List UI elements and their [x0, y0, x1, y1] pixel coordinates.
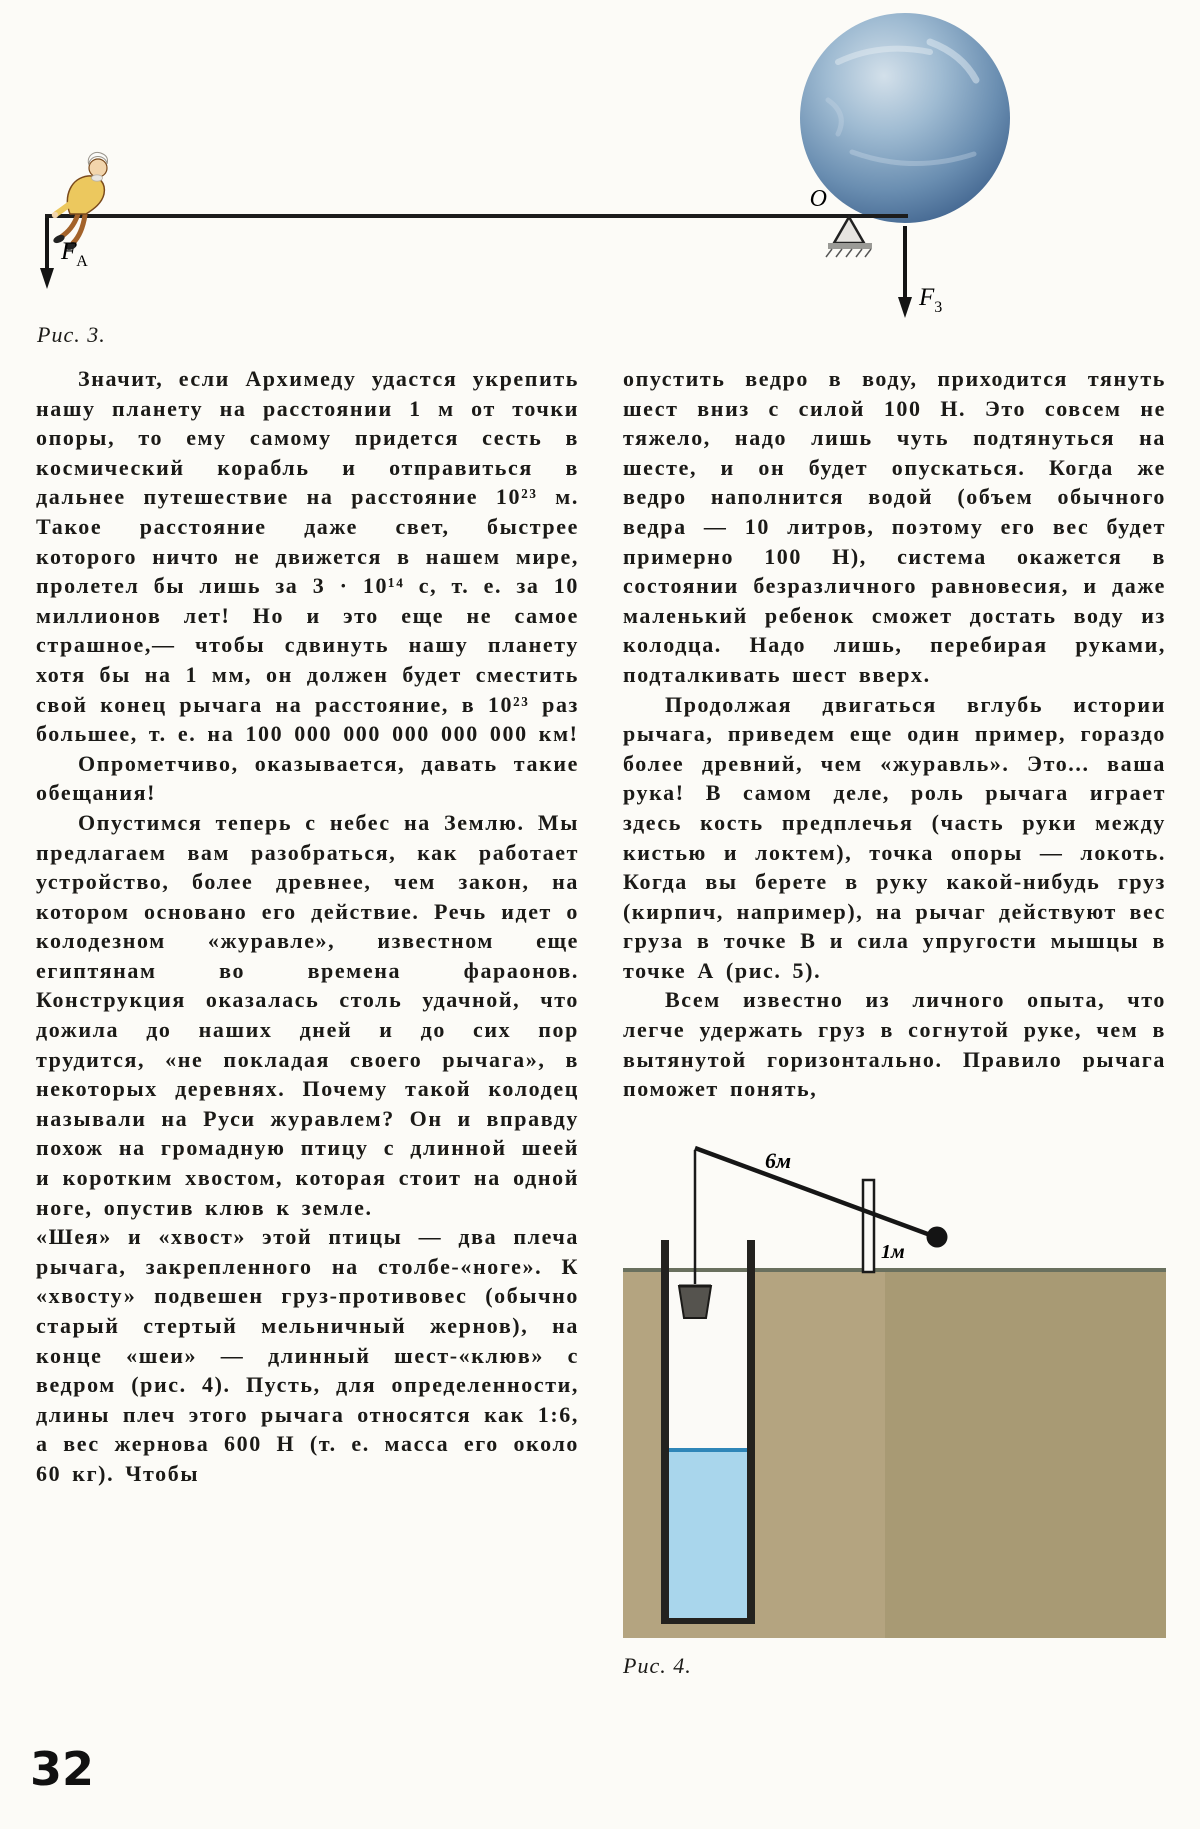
left-column [36, 364, 579, 1679]
paragraph: Значит, если Архимеду удастся укрепить нашу планету на расстоянии 1 м от точки опоры, то ему самому придется сесть в космический корабль и отправиться в дальнее путешествие на расстояние 10²³ м. Такое расстояние даже свет, быстрее которого ничто не движется в нашем мире, пролетел бы лишь за 3 · 10¹⁴ с, т. е. за 10 миллионов лет! Но и это еще не самое страшное,— чтобы сдвинуть нашу планету хотя бы на 1 мм, он должен будет сместить свой конец рычага на расстояние, в 10²³ раз большее, т. е. на 100 000 000 000 000 000 км! [36, 366, 579, 747]
right-column [623, 364, 1166, 1679]
well-water [669, 1450, 747, 1620]
figure-4 [623, 1118, 1166, 1679]
sweep-lever-line [695, 1148, 933, 1236]
support-post [863, 1180, 874, 1272]
bucket-icon [679, 1286, 711, 1318]
paragraph: Опустимся теперь с небес на Землю. Мы предлагаем вам разобраться, как работает устройство, более древнее, чем закон, на котором основано его действие. Речь идет о колодезном «журавле», известном еще египтянам во времена фараонов. Конструкция оказалась столь удачной, что дожила до наших дней и до сих пор трудится, «не покладая своего рычага», в некоторых деревнях. Почему такой колодец называли на Руси журавлем? Он и вправду похож на громадную птицу с длинной шеей и коротким хвостом, которая стоит на одной ноге, опустив клюв к земле. [36, 809, 579, 1220]
figure-4-caption: Рис. 4. [623, 1652, 692, 1678]
paragraph: опустить ведро в воду, приходится тянуть шест вниз с силой 100 Н. Это совсем не тяжело, надо лишь чуть подтянуться на шесте, и он будет опускаться. Когда же ведро наполнится водой (объем обычного ведра — 10 литров, поэтому его вес будет примерно 100 Н), система окажется в состоянии безразличного равновесия, и даже маленький ребенок сможет достать воду из колодца. Надо лишь, перебирая руками, подталкивать шест вверх. [623, 366, 1166, 687]
paragraph: Опрометчиво, оказывается, давать такие обещания! [36, 750, 579, 806]
short-arm-label: 1м [881, 1240, 905, 1263]
text-columns [36, 364, 1166, 1679]
force-arrow-fa [40, 218, 54, 289]
paragraph: «Шея» и «хвост» этой птицы — два плеча рычага, закрепленного на столбе-«ноге». К «хвосту» подвешен груз-противовес (обычно старый стертый мельничный жернов), на конце «шеи» — длинный шест-«клюв» с ведром (рис. 4). Пусть, для определенности, длины плеч этого рычага относятся как 1:6, а вес жернова 600 Н (т. е. масса его около 60 кг). Чтобы [36, 1224, 579, 1486]
force-label-fz: $F_3$ [919, 284, 943, 316]
paragraph: Продолжая двигаться вглубь истории рычага, приведем еще один пример, гораздо более древний, чем «журавль». Это... ваша рука! В самом деле, роль рычага играет здесь кость предплечья (часть руки между кистью и локтем), точка опоры — локоть. Когда вы берете в руку какой-нибудь груз (кирпич, например), на рычаг действуют вес груза в точке В и сила упругости мышцы в точке А (рис. 5). [623, 691, 1166, 983]
right-column-text [623, 364, 1166, 1104]
earth-illustration [800, 13, 1010, 223]
counterweight-icon [927, 1226, 948, 1247]
figure-3-illustration [0, 0, 1200, 352]
archimedes-figure [52, 152, 108, 251]
page-number: 32 [30, 1742, 95, 1796]
fulcrum-icon [826, 217, 872, 257]
paragraph: Всем известно из личного опыта, что легче удержать груз в согнутой руке, чем в вытянутой горизонтально. Правило рычага поможет понять, [623, 987, 1166, 1102]
long-arm-label: 6м [765, 1147, 792, 1173]
force-arrow-fz [898, 226, 912, 318]
fulcrum-point-label: O [809, 186, 827, 212]
figure-3-caption: Рис. 3. [37, 322, 106, 347]
force-label-fa: $F_A$ [61, 238, 88, 270]
figure-4-illustration [623, 1118, 1166, 1638]
